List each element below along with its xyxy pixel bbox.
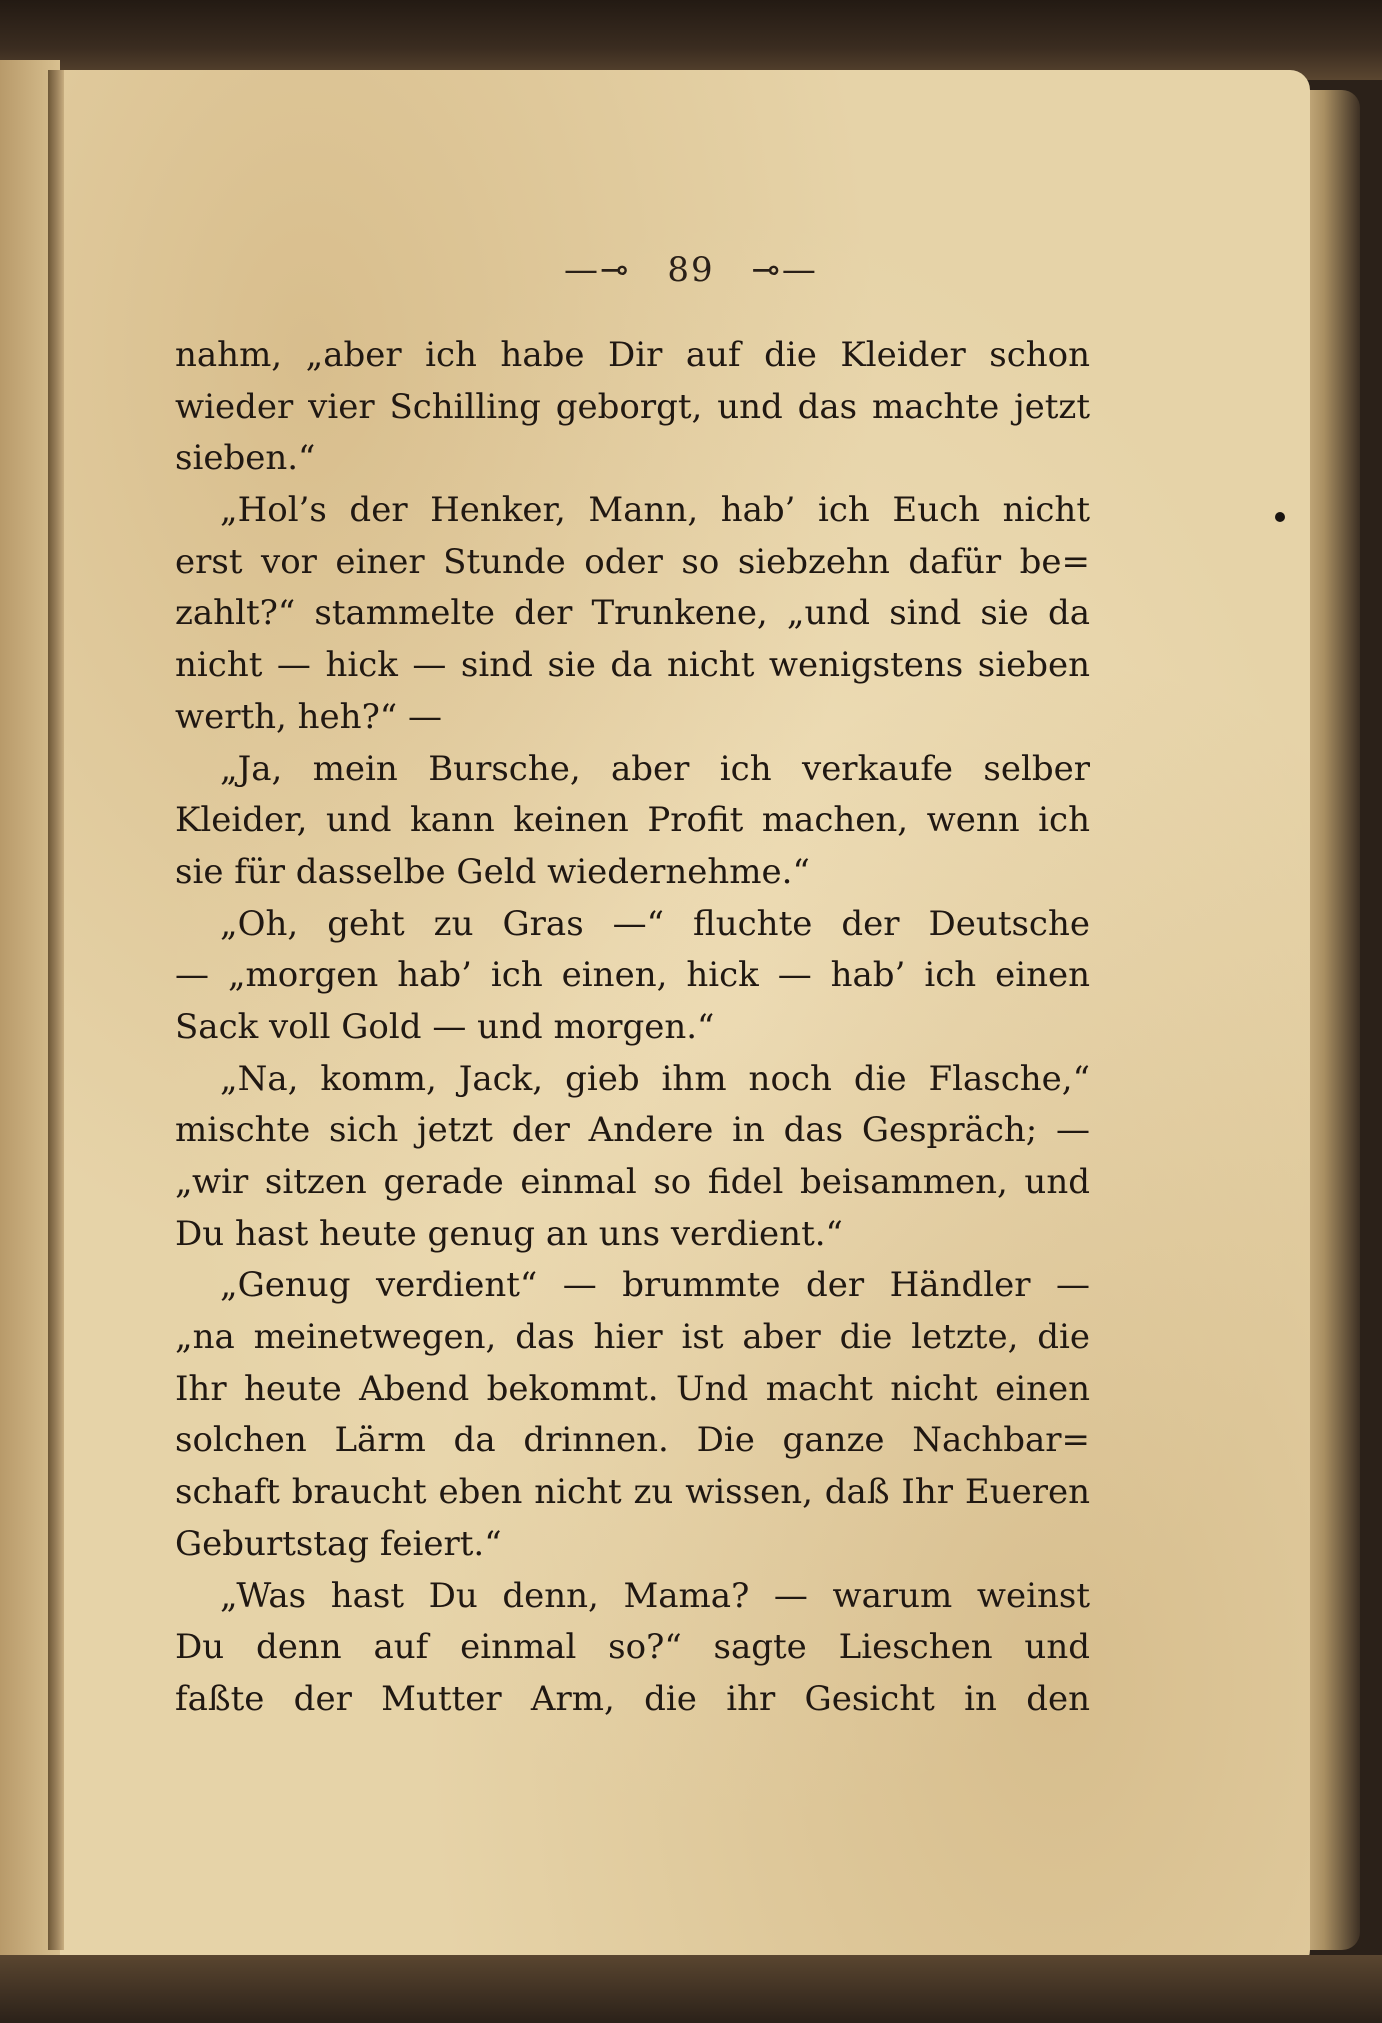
text-line: nicht — hick — sind sie da nicht wenigstens sieben [175,645,1090,686]
text-line: „Hol’s der Henker, Mann, hab’ ich Euch nicht [220,490,1090,531]
page-number-ornament-left: —⊸ [564,250,631,290]
text-line: Geburtstag feiert.“ [175,1523,502,1564]
text-line: Kleider, und kann keinen Profit machen, wenn ich [175,800,1090,841]
text-line: faßte der Mutter Arm, die ihr Gesicht in den [175,1678,1090,1719]
page-number: 89 [667,250,715,290]
text-line: zahlt?“ stammelte der Trunkene, „und sind sie da [175,593,1090,634]
book-binding-bottom [0,1955,1382,2023]
book-gutter [48,70,64,1950]
text-line: „wir sitzen gerade einmal so fidel beisammen, und [175,1162,1090,1202]
text-line: wieder vier Schilling geborgt, und das machte jetzt [175,386,1090,427]
text-line: „Ja, mein Bursche, aber ich verkaufe selber [220,748,1090,789]
text-line: schaft braucht eben nicht zu wissen, daß Ihr Eueren [175,1472,1090,1513]
text-line: sieben.“ [175,438,316,479]
text-line: sie für dasselbe Geld wiedernehme.“ [175,851,810,892]
text-line: Sack voll Gold — und morgen.“ [175,1006,715,1047]
text-line: „Was hast Du denn, Mama? — warum weinst [220,1575,1090,1616]
text-line: — „morgen hab’ ich einen, hick — hab’ ich einen [175,955,1090,996]
text-line: Du hast heute genug an uns verdient.“ [175,1213,843,1254]
text-line: „na meinetwegen, das hier ist aber die letzte, die [175,1317,1090,1358]
text-line: werth, heh?“ — [175,696,442,737]
page-header [0,250,1382,290]
text-line: erst vor einer Stunde oder so siebzehn dafür be= [175,541,1090,582]
ink-spot [1275,512,1285,522]
text-line: nahm, „aber ich habe Dir auf die Kleider schon [175,335,1090,375]
text-line: mischte sich jetzt der Andere in das Gespräch; — [175,1110,1090,1151]
text-line: „Na, komm, Jack, gieb ihm noch die Flasche,“ [220,1058,1090,1099]
text-line: Ihr heute Abend bekommt. Und macht nicht einen [175,1368,1090,1409]
body-text [175,330,1090,1726]
page-number-ornament-right: ⊸— [751,250,818,290]
text-line: solchen Lärm da drinnen. Die ganze Nachbar= [175,1420,1090,1461]
text-line: „Genug verdient“ — brummte der Händler — [220,1265,1090,1306]
text-line: „Oh, geht zu Gras —“ fluchte der Deutsche [220,903,1090,944]
text-line: Du denn auf einmal so?“ sagte Lieschen und [175,1627,1090,1668]
book-binding-top [0,0,1382,80]
